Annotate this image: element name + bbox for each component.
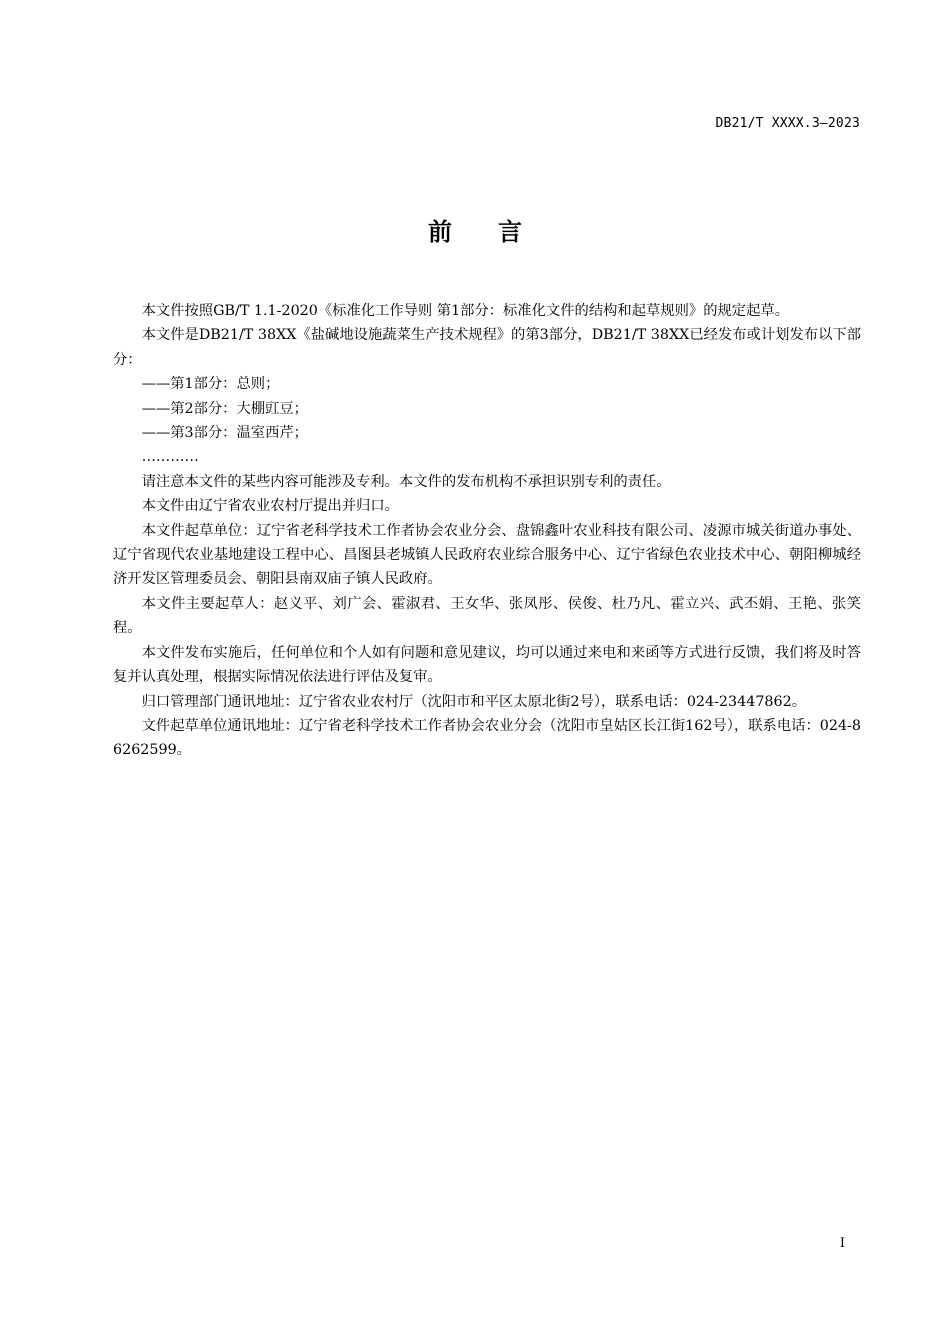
list-item-part-1: ——第1部分：总则； xyxy=(141,376,280,393)
list-ellipsis: ………… xyxy=(141,449,199,466)
paragraph-drafters: 本文件主要起草人：赵义平、刘广会、霍淑君、王女华、张凤彤、侯俊、杜乃凡、霍立兴、武丕娟、王艳、张笑程。 xyxy=(113,595,861,637)
paragraph-patent-notice: 请注意本文件的某些内容可能涉及专利。本文件的发布机构不承担识别专利的责任。 xyxy=(141,473,671,490)
page-number: I xyxy=(839,1236,845,1251)
paragraph-drafter-address: 文件起草单位通讯地址：辽宁省老科学技术工作者协会农业分会（沈阳市皇姑区长江街162号），联系电话：024-86262599。 xyxy=(113,717,861,759)
paragraph-proposer: 本文件由辽宁省农业农村厅提出并归口。 xyxy=(141,498,399,515)
document-number: DB21/T XXXX.3—2023 xyxy=(715,116,860,131)
paragraph-series-intro: 本文件是DB21/T 38XX《盐碱地设施蔬菜生产技术规程》的第3部分，DB21/T 38XX已经发布或计划发布以下部分： xyxy=(113,327,861,368)
paragraph-feedback: 本文件发布实施后，任何单位和个人如有问题和意见建议，均可以通过来电和来函等方式进行反馈，我们将及时答复并认真处理，根据实际情况依法进行评估及复审。 xyxy=(113,644,861,686)
paragraph-authority-address: 归口管理部门通讯地址：辽宁省农业农村厅（沈阳市和平区太原北街2号），联系电话：024-23447862。 xyxy=(141,693,807,710)
list-item-part-2: ——第2部分：大棚豇豆； xyxy=(141,400,308,417)
paragraph-drafting-units: 本文件起草单位：辽宁省老科学技术工作者协会农业分会、盘锦鑫叶农业科技有限公司、凌源市城关街道办事处、辽宁省现代农业基地建设工程中心、昌图县老城镇人民政府农业综合服务中心、辽宁省绿色农业技术中心、朝阳柳城经济开发区管理委员会、朝阳县南双庙子镇人民政府。 xyxy=(113,522,861,588)
foreword-body xyxy=(113,299,861,763)
paragraph-drafting-rules: 本文件按照GB/T 1.1-2020《标准化工作导则 第1部分：标准化文件的结构和起草规则》的规定起草。 xyxy=(141,303,789,319)
list-item-part-3: ——第3部分：温室西芹； xyxy=(141,425,308,442)
page-title: 前言 xyxy=(428,218,568,246)
